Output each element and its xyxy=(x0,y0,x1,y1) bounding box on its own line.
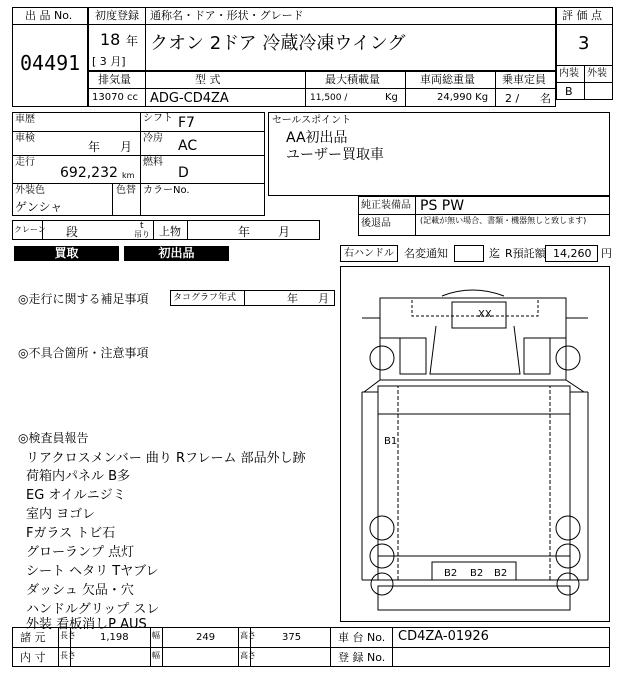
report-line: グローランプ 点灯 xyxy=(26,545,135,560)
crane-ton-sub: 吊り xyxy=(134,230,150,239)
inspection-year-unit: 年 xyxy=(88,140,101,154)
gross-weight: 24,990 Kg xyxy=(437,92,489,103)
crane-label: クレーン xyxy=(14,225,46,234)
genuine-equipment-label: 純正装備品 xyxy=(361,200,411,211)
shift-label: シフト xyxy=(143,113,173,124)
length: 1,198 xyxy=(100,632,129,643)
crane-ton-unit: t xyxy=(140,221,144,231)
gross-weight-label: 車両総重量 xyxy=(420,73,475,86)
capacity-unit: 名 xyxy=(540,92,551,105)
model-label: 型 式 xyxy=(195,73,221,86)
sales-point-2: ユーザー買取車 xyxy=(286,147,384,163)
deadline-label: 迄 xyxy=(489,247,500,260)
report-line: 室内 ヨゴレ xyxy=(26,507,96,522)
lot-number-label: 出 品 No. xyxy=(25,9,73,22)
mileage-label: 走行 xyxy=(15,157,35,168)
mount-month-unit: 月 xyxy=(278,225,291,239)
mileage-supplement-heading: ◎走行に関する補足事項 xyxy=(18,292,149,306)
fuel-label: 燃料 xyxy=(143,157,163,168)
inspector-report-heading: ◎検査員報告 xyxy=(18,431,89,445)
genuine-equipment: PS PW xyxy=(420,198,465,214)
damage-mark-b2-left: B2 xyxy=(444,568,458,579)
vehicle-name: クオン 2ドア 冷蔵冷凍ウイング xyxy=(150,33,406,54)
exterior-color-label: 外装色 xyxy=(15,185,45,196)
max-load: 11,500 / xyxy=(310,93,348,103)
capacity-label: 乗車定員 xyxy=(502,73,546,86)
purchase-badge: 買取 xyxy=(14,246,119,261)
report-line: リアクロスメンバー 曲り Rフレーム 部品外し跡 xyxy=(26,451,306,466)
report-line: EG オイルニジミ xyxy=(26,488,126,503)
report-line: 荷箱内パネル B多 xyxy=(26,469,131,484)
ac-label: 冷房 xyxy=(143,133,163,144)
inner-height-label: 高さ xyxy=(240,651,256,660)
chassis-number-label: 車 台 No. xyxy=(338,631,386,644)
name-change-label: 名変通知 xyxy=(404,247,448,260)
lot-number: 04491 xyxy=(20,51,81,75)
history-label: 車歴 xyxy=(15,114,35,125)
height-label: 高さ xyxy=(240,631,256,640)
first-registration-label: 初度登録 xyxy=(95,9,139,22)
recycle-amount: 14,260 xyxy=(553,247,592,260)
registration-year-unit: 年 xyxy=(126,34,139,48)
model: ADG-CD4ZA xyxy=(150,91,229,106)
first-listing-badge: 初出品 xyxy=(124,246,229,261)
fuel: D xyxy=(178,165,189,181)
height: 375 xyxy=(282,632,302,643)
tachograph-month-unit: 月 xyxy=(318,292,329,305)
exterior-grade-label: 外装 xyxy=(587,68,607,79)
mileage: 692,232 xyxy=(60,165,118,181)
sales-points-label: セールスポイント xyxy=(272,115,352,126)
registration-number-label: 登 録 No. xyxy=(338,651,386,664)
defects-heading: ◎不具合箇所・注意事項 xyxy=(18,346,149,360)
recycle-label: R預託額 xyxy=(505,247,546,260)
report-line: シート ヘタリ Tヤブレ xyxy=(26,564,159,579)
shift: F7 xyxy=(178,115,195,131)
report-line: Fガラス トビ石 xyxy=(26,526,116,541)
capacity: 2 / xyxy=(505,92,520,105)
displacement-label: 排気量 xyxy=(98,73,131,86)
aftermarket-note: (記載が無い場合、書類・機器無しと致します) xyxy=(420,216,587,225)
registration-month: [ 3 月] xyxy=(92,55,126,68)
recycle-unit: 円 xyxy=(601,247,612,260)
width-label: 幅 xyxy=(152,631,160,640)
report-line: ダッシュ 欠品・穴 xyxy=(26,583,134,598)
displacement: 13070 cc xyxy=(92,92,138,103)
inner-width-label: 幅 xyxy=(152,651,160,660)
vehicle-name-label: 通称名・ドア・形状・グレード xyxy=(150,9,304,22)
inspection-month-unit: 月 xyxy=(120,140,133,154)
grade-label: 評 価 点 xyxy=(562,9,602,22)
right-hand-label: 右ハンドル xyxy=(344,248,394,259)
tachograph-year-unit: 年 xyxy=(287,292,298,305)
inner-length-label: 長さ xyxy=(60,651,76,660)
crane-stage-unit: 段 xyxy=(66,225,79,239)
mount-year-unit: 年 xyxy=(238,225,251,239)
report-line: 外装 看板消しP AUS xyxy=(26,617,147,632)
name-change-deadline xyxy=(454,245,484,262)
inner-dimensions-label: 内 寸 xyxy=(20,651,46,664)
aftermarket-label: 後退品 xyxy=(361,218,391,229)
interior-grade: B xyxy=(565,85,573,98)
color-change-label: 色替 xyxy=(116,185,136,196)
sales-point-1: AA初出品 xyxy=(286,130,348,146)
tachograph-label: タコグラフ年式 xyxy=(173,293,237,303)
truck-diagram xyxy=(340,266,610,622)
interior-grade-label: 内装 xyxy=(559,68,579,79)
max-load-label: 最大積載量 xyxy=(325,73,380,86)
damage-mark-b2-right: B2 xyxy=(494,568,508,579)
exterior-color: ゲンシャ xyxy=(15,200,63,214)
chassis-number: CD4ZA-01926 xyxy=(398,629,489,644)
damage-mark-b2-center: B2 xyxy=(470,568,484,579)
mount-label: 上物 xyxy=(159,225,181,238)
dimensions-label: 諸 元 xyxy=(20,631,46,644)
mileage-unit: km xyxy=(122,171,135,180)
report-line: ハンドルグリップ スレ xyxy=(26,602,160,617)
ac: AC xyxy=(178,138,198,154)
max-load-unit: Kg xyxy=(385,92,398,103)
width: 249 xyxy=(196,632,216,643)
damage-mark-b1: B1 xyxy=(384,436,398,447)
registration-year: 18 xyxy=(100,30,121,49)
overall-grade: 3 xyxy=(578,33,590,54)
length-label: 長さ xyxy=(60,631,76,640)
color-number-label: カラーNo. xyxy=(143,185,190,196)
damage-mark-xx: XX xyxy=(478,309,492,320)
inspection-label: 車検 xyxy=(15,133,35,144)
